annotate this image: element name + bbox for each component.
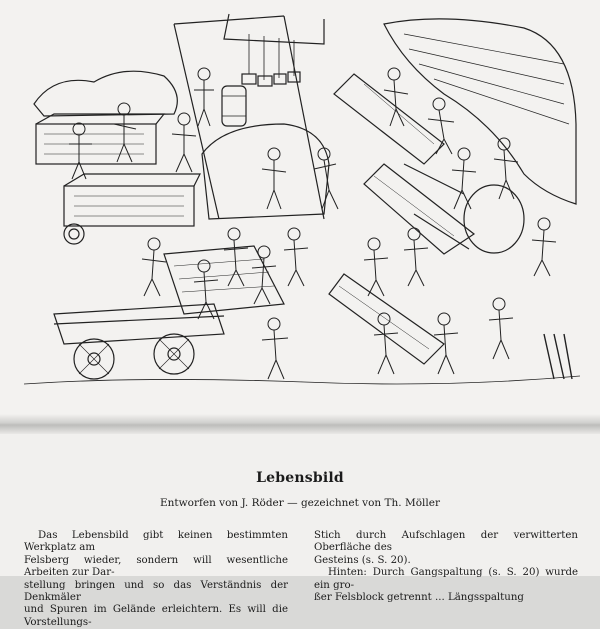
rock-outcrop-right <box>384 19 576 204</box>
page-gutter <box>0 414 600 434</box>
rock-outcrop-left <box>34 71 177 116</box>
stone-block-4 <box>334 74 444 164</box>
text-line: Hinten: Durch Gangspaltung (s. S. 20) wurde ein gro- <box>314 567 578 591</box>
illustration-credit: Entworfen von J. Röder — gezeichnet von Th. Möller <box>160 497 440 509</box>
text-column-right <box>314 530 578 604</box>
text-column-left <box>24 530 288 629</box>
text-line: und Spuren im Gelände erleichtern. Es will die Vorstellungs- <box>24 604 288 628</box>
stone-block-3 <box>164 246 284 314</box>
text-line: Felsberg wieder, sondern will wesentliche Arbeiten zur Dar- <box>24 554 288 579</box>
wagon <box>54 304 224 344</box>
barrel <box>222 86 246 126</box>
central-rock <box>202 124 329 219</box>
page-title: Lebensbild <box>256 470 344 486</box>
tools <box>544 334 572 379</box>
quarry-illustration <box>24 4 580 400</box>
text-line: ßer Felsblock getrennt ... Längsspaltung <box>314 592 524 604</box>
text-line: Gesteins (s. S. 20). <box>314 554 411 566</box>
text-line: stellung bringen und so das Verständnis der Denkmäler <box>24 579 288 604</box>
text-line: Stich durch Aufschlagen der verwitterten Oberfläche des <box>314 530 578 554</box>
stone-block-5 <box>364 164 474 254</box>
column-drum <box>464 185 524 253</box>
text-line: Das Lebensbild gibt keinen bestimmten Werkplatz am <box>24 530 288 554</box>
